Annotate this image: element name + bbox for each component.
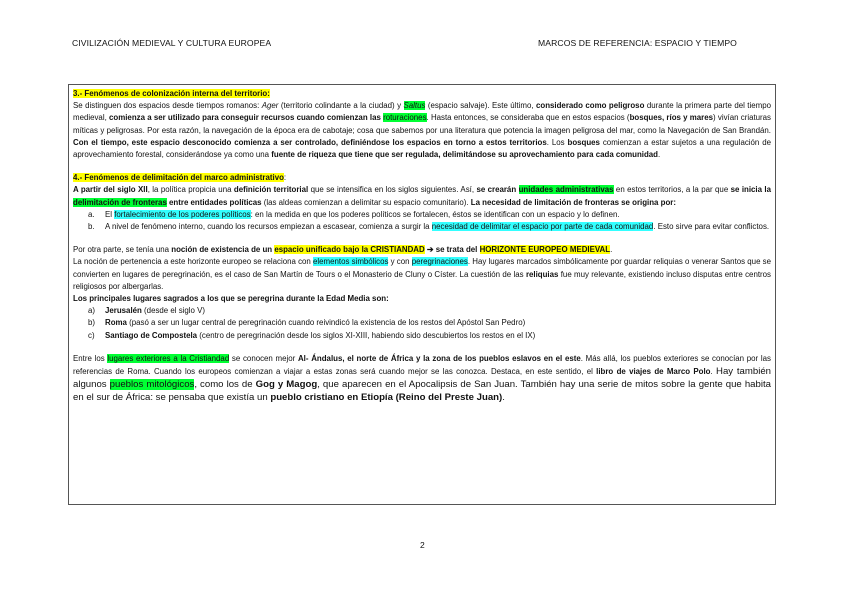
page-number: 2 <box>420 540 425 550</box>
section-6-body: Entre los lugares exteriores a la Cristiandad se conocen mejor Al- Ándalus, el norte de África y la zona de los pueblos eslavos en el este. Más allá, los pueblos exteriores se conocían por las referencias de Roma. Cuando los europeos comienzan a viajar a estas zonas será cuando mejor se las conozca. Destaca, en este sentido, el libro de viajes de Marco Polo. Hay también algunos pueblos mitológicos, como los de Gog y Magog, que aparecen en el Apocalipsis de San Juan. También hay una serie de mitos sobre la gente que habita en el sur de África: se pensaba que existía un pueblo cristiano en Etiopía (Reino del Preste Juan). <box>73 353 772 404</box>
section-3-title: 3.- Fenómenos de colonización interna del territorio: <box>73 89 270 98</box>
header-left: CIVILIZACIÓN MEDIEVAL Y CULTURA EUROPEA <box>72 38 272 48</box>
list-item: c) Santiago de Compostela (centro de peregrinación desde los siglos XI-XIII, habiendo sido descubiertos los restos en el IX) <box>88 330 536 340</box>
section-3-body: Se distinguen dos espacios desde tiempos romanos: Ager (territorio colindante a la ciudad) y Saltus (espacio salvaje). Este último, considerado como peligroso durante la primera parte del tiempo medieval, comienza a ser utilizado para conseguir recursos cuando comienzan las roturaciones. Hasta entonces, se consideraba que en estos espacios (bosques, ríos y mares) vivían criaturas míticas y peligrosas. Por esta razón, la navegación de la época era de cabotaje; cosa que sabemos por una literatura que potencia la imagen peligrosa del mar, como la Navegación de San Brandán. Con el tiempo, este espacio desconocido comienza a ser controlado, definiéndose los espacios en torno a estos territorios. Los bosques comienzan a estar sujetos a una regulación de aprovechamiento forestal, considerándose ya como una fuente de riqueza que tiene que ser regulada, delimitándose su aprovechamiento para cada comunidad. <box>73 101 772 160</box>
section-5-body: La noción de pertenencia a este horizonte europeo se relaciona con elementos simbólicos y con peregrinaciones. Hay lugares marcados simbólicamente por guardar reliquias o venerar Santos que se convierten en lugares de peregrinación, es el caso de San Martín de Tours o el Monasterio de Cluny o Císter. La cuestión de las reliquias fue muy relevante, existiendo incluso disputas entre centros religiosos por albergarlas. <box>73 257 771 291</box>
section-4-title: 4.- Fenómenos de delimitación del marco administrativo: <box>73 173 287 183</box>
content-box <box>68 84 776 505</box>
section-5-intro: Por otra parte, se tenía una noción de existencia de un espacio unificado bajo la CRISTIANDAD ➔ se trata del HORIZONTE EUROPEO MEDIEVAL. <box>73 245 613 255</box>
section-5-list <box>73 305 771 342</box>
section-5-list-title: Los principales lugares sagrados a los que se peregrina durante la Edad Media son: <box>73 294 389 304</box>
list-item: a. El fortalecimiento de los poderes políticos: en la medida en que los poderes políticos se fortalecen, éstos se identifican con un espacio y lo definen. <box>88 209 620 219</box>
section-4-list <box>73 209 771 233</box>
list-item: b) Roma (pasó a ser un lugar central de peregrinación cuando reivindicó la existencia de los restos del Apóstol San Pedro) <box>88 318 526 328</box>
header-right: MARCOS DE REFERENCIA: ESPACIO Y TIEMPO <box>538 38 737 48</box>
list-item: a) Jerusalén (desde el siglo V) <box>88 306 206 316</box>
list-item: b. A nivel de fenómeno interno, cuando los recursos empiezan a escasear, comienza a surgir la necesidad de delimitar el espacio por parte de cada comunidad. Esto sirve para evitar conflictos. <box>88 222 770 232</box>
section-4-body: A partir del siglo XII, la política propicia una definición territorial que se intensifica en los siglos siguientes. Así, se crearán unidades administrativas en estos territorios, a la par que se inicia la delimitación de fronteras entre entidades políticas (las aldeas comienzan a delimitar su espacio comunitario). La necesidad de limitación de fronteras se origina por: <box>73 185 771 207</box>
